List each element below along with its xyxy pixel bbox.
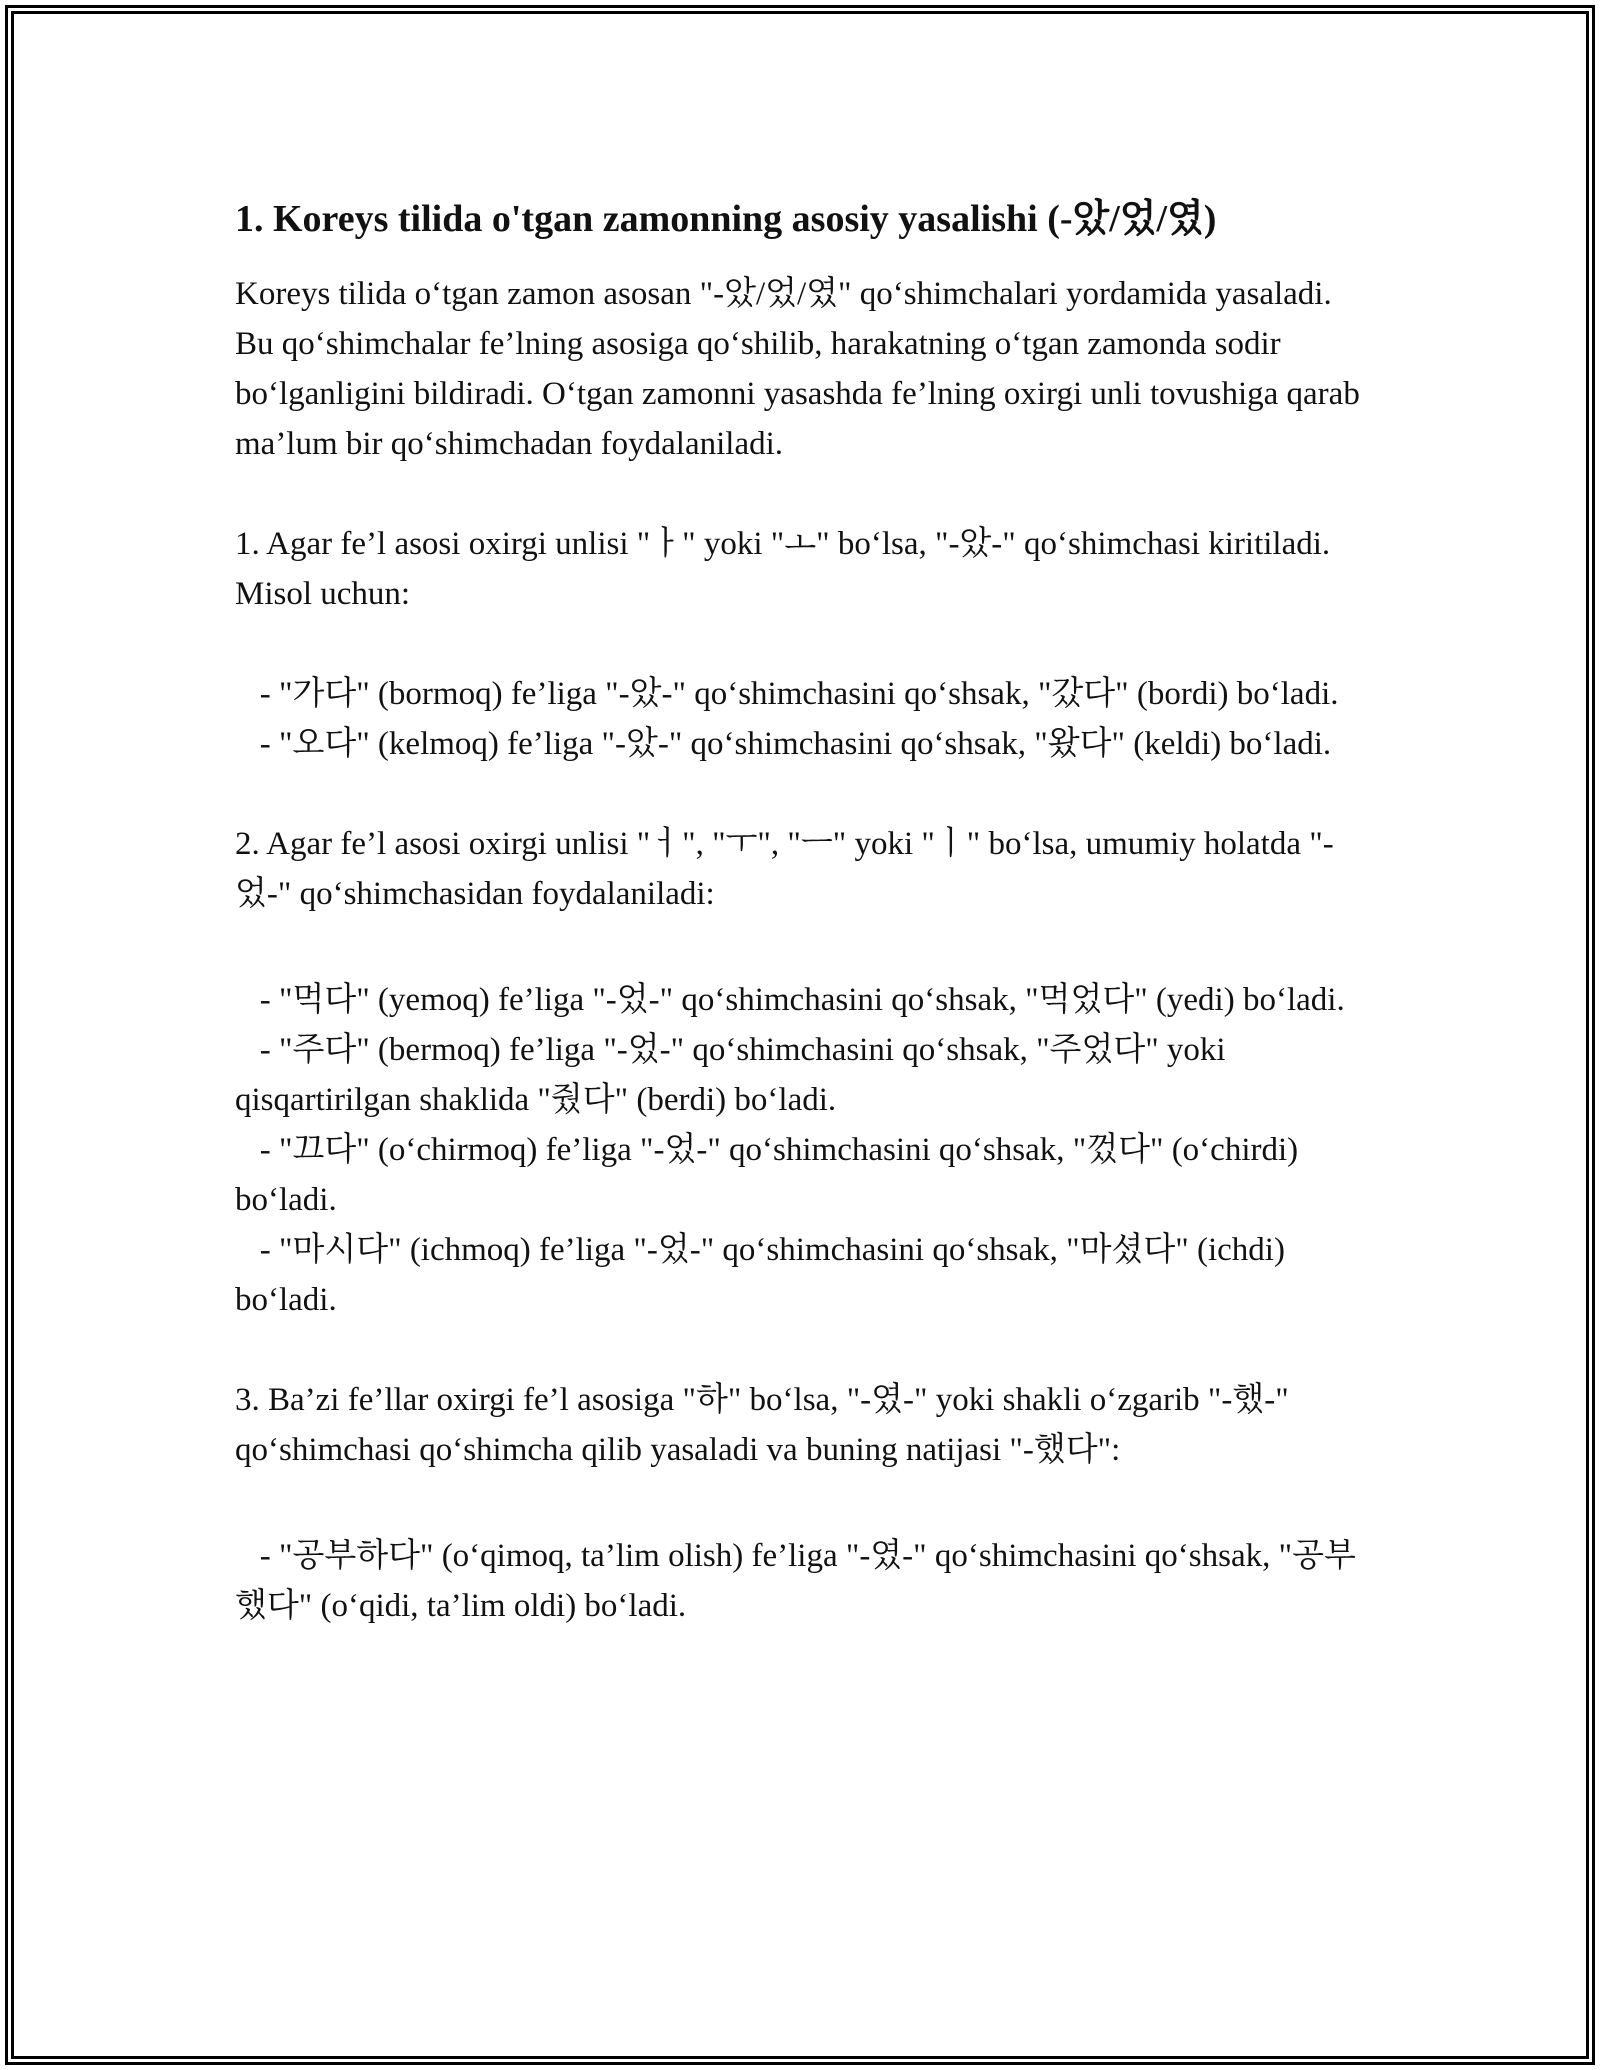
document-body — [235, 195, 1375, 1631]
rule-2-example: - "마시다" (ichmoq) fe’liga "-었-" qo‘shimchasini qo‘shsak, "마셨다" (ichdi) bo‘ladi. — [235, 1232, 1294, 1318]
rule-3-text: 3. Ba’zi fe’llar oxirgi fe’l asosiga "하" bo‘lsa, "-였-" yoki shakli o‘zgarib "-했-" qo‘shimchasi qo‘shimcha qilib yasaladi va buning natijasi "-했다": — [235, 1382, 1297, 1468]
rule-2-example: - "주다" (bermoq) fe’liga "-었-" qo‘shimchasini qo‘shsak, "주었다" yoki qisqartirilgan shaklida "줬다" (berdi) bo‘ladi. — [235, 1032, 1234, 1118]
intro-paragraph: Koreys tilida o‘tgan zamon asosan "-았/었/였" qo‘shimchalari yordamida yasaladi. Bu qo‘shimchalar fe’lning asosiga qo‘shilib, harakatning o‘tgan zamonda sodir bo‘lganligini bildiradi. O‘tgan zamonni yasashda fe’lning oxirgi unli tovushiga qarab ma’lum bir qo‘shimchadan foydalaniladi. — [235, 276, 1369, 462]
document-title: 1. Koreys tilida o'tgan zamonning asosiy yasalishi (-았/었/였) — [235, 198, 1217, 240]
rule-1-example: - "오다" (kelmoq) fe’liga "-았-" qo‘shimchasini qo‘shsak, "왔다" (keldi) bo‘ladi. — [235, 726, 1332, 762]
rule-1-example: - "가다" (bormoq) fe’liga "-았-" qo‘shimchasini qo‘shsak, "갔다" (bordi) bo‘ladi. — [235, 676, 1339, 712]
rule-1-text: 1. Agar fe’l asosi oxirgi unlisi "ㅏ" yoki "ㅗ" bo‘lsa, "-았-" qo‘shimchasi kiritiladi. Misol uchun: — [235, 526, 1339, 612]
rule-2-example: - "먹다" (yemoq) fe’liga "-었-" qo‘shimchasini qo‘shsak, "먹었다" (yedi) bo‘ladi. — [235, 982, 1345, 1018]
rule-2-text: 2. Agar fe’l asosi oxirgi unlisi "ㅓ", "ㅜ", "ㅡ" yoki "ㅣ" bo‘lsa, umumiy holatda "-었-" qo‘shimchasidan foydalaniladi: — [235, 826, 1334, 912]
rule-2-example: - "끄다" (o‘chirmoq) fe’liga "-었-" qo‘shimchasini qo‘shsak, "껐다" (o‘chirdi) bo‘ladi. — [235, 1132, 1307, 1218]
rule-3-example: - "공부하다" (o‘qimoq, ta’lim olish) fe’liga "-였-" qo‘shimchasini qo‘shsak, "공부했다" (o‘qidi, ta’lim oldi) bo‘ladi. — [235, 1538, 1356, 1624]
